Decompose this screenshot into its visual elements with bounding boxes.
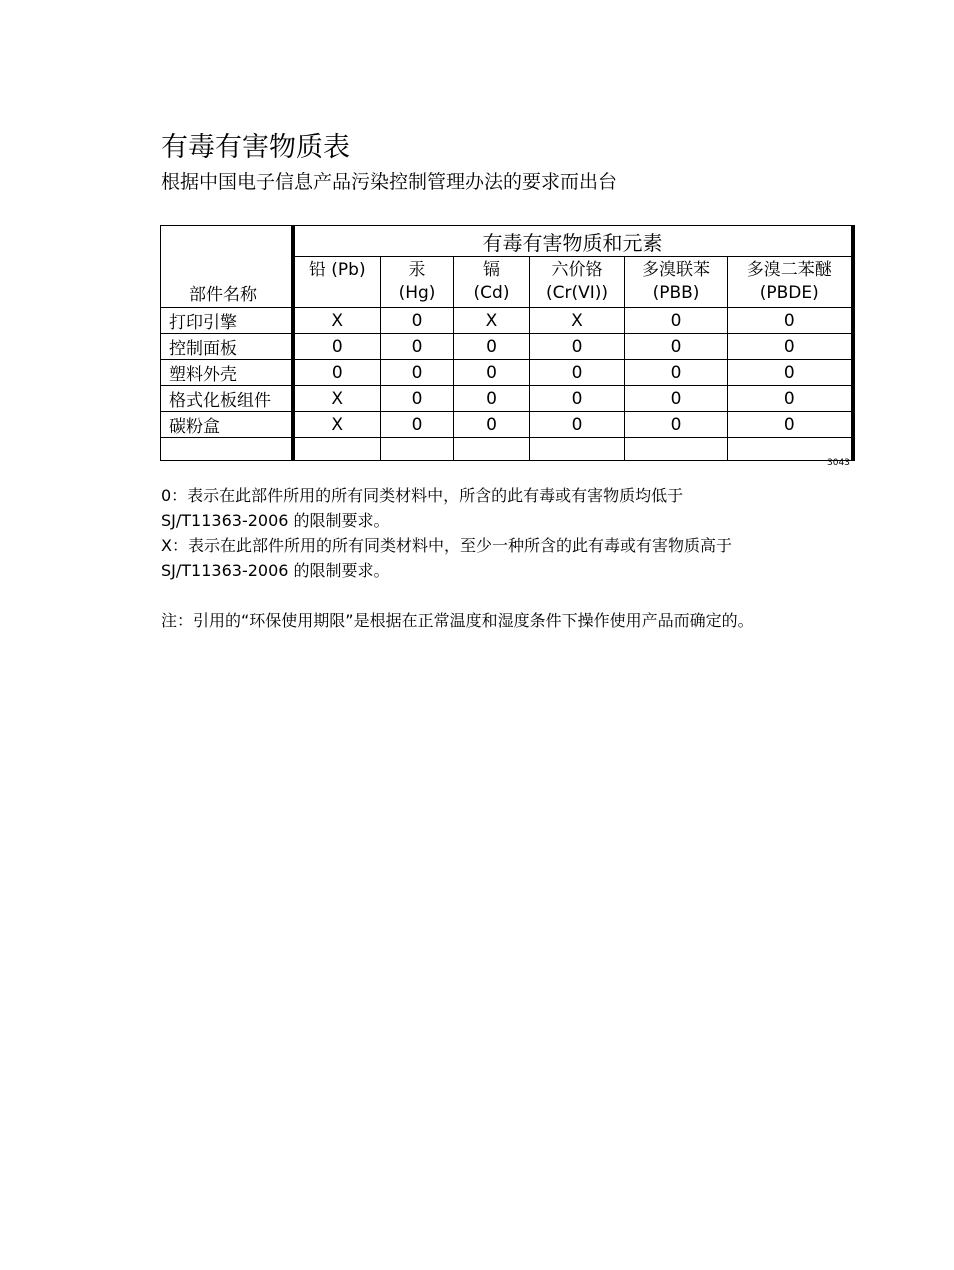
hazardous-substances-table bbox=[160, 225, 855, 461]
part-name-column-header: 部件名称 bbox=[161, 226, 293, 308]
value-cell: 0 bbox=[293, 334, 381, 360]
value-cell: 0 bbox=[728, 334, 853, 360]
value-cell: 0 bbox=[454, 386, 530, 412]
value-cell: 0 bbox=[293, 360, 381, 386]
element-header-line1: 六价铬 bbox=[551, 260, 603, 280]
value-cell: 0 bbox=[454, 412, 530, 438]
element-header-line2: (Hg) bbox=[398, 283, 436, 303]
value-cell: 0 bbox=[728, 386, 853, 412]
value-cell: 0 bbox=[625, 334, 728, 360]
x-note-line1: X：表示在此部件所用的所有同类材料中，至少一种所含的此有毒或有害物质高于 bbox=[161, 536, 732, 555]
element-header-line1: 汞 bbox=[408, 260, 426, 280]
value-cell: 0 bbox=[381, 308, 454, 334]
figure-number: 3043 bbox=[827, 458, 850, 468]
element-header-pbde bbox=[728, 257, 853, 308]
table-row bbox=[161, 386, 853, 412]
element-header-line1: 多溴联苯 bbox=[642, 260, 710, 280]
zero-note-line2: SJ/T11363-2006 的限制要求。 bbox=[161, 511, 390, 530]
value-cell: 0 bbox=[381, 412, 454, 438]
table-row-empty bbox=[161, 438, 853, 461]
value-cell: X bbox=[454, 308, 530, 334]
table-row bbox=[161, 360, 853, 386]
part-name-cell: 控制面板 bbox=[161, 334, 293, 360]
table-row bbox=[161, 412, 853, 438]
value-cell: 0 bbox=[625, 308, 728, 334]
empty-cell bbox=[454, 438, 530, 461]
element-header-line2: (PBB) bbox=[652, 283, 700, 303]
value-cell: 0 bbox=[728, 412, 853, 438]
footnote: 注：引用的“环保使用期限”是根据在正常温度和湿度条件下操作使用产品而确定的。 bbox=[161, 611, 754, 630]
element-header-line2: (Cd) bbox=[473, 283, 510, 303]
value-cell: X bbox=[530, 308, 625, 334]
element-header-line1: 铅 (Pb) bbox=[308, 260, 366, 280]
value-cell: 0 bbox=[728, 360, 853, 386]
value-cell: X bbox=[293, 386, 381, 412]
part-name-cell: 格式化板组件 bbox=[161, 386, 293, 412]
value-cell: 0 bbox=[454, 334, 530, 360]
element-header-pbb bbox=[625, 257, 728, 308]
element-header-cr6 bbox=[530, 257, 625, 308]
element-header-line2: (PBDE) bbox=[759, 283, 819, 303]
part-name-cell: 打印引擎 bbox=[161, 308, 293, 334]
empty-cell bbox=[530, 438, 625, 461]
empty-cell bbox=[381, 438, 454, 461]
element-header-line1: 镉 bbox=[483, 260, 500, 280]
value-cell: 0 bbox=[530, 386, 625, 412]
table-row bbox=[161, 308, 853, 334]
value-cell: 0 bbox=[381, 360, 454, 386]
substance-group-header: 有毒有害物质和元素 bbox=[293, 226, 853, 257]
value-cell: 0 bbox=[381, 386, 454, 412]
part-name-cell: 塑料外壳 bbox=[161, 360, 293, 386]
element-header-hg bbox=[381, 257, 454, 308]
table-row bbox=[161, 334, 853, 360]
value-cell: 0 bbox=[530, 360, 625, 386]
value-cell: X bbox=[293, 412, 381, 438]
x-note-line2: SJ/T11363-2006 的限制要求。 bbox=[161, 561, 390, 580]
note-spacer bbox=[161, 583, 861, 608]
legend-notes bbox=[161, 483, 861, 633]
value-cell: 0 bbox=[625, 412, 728, 438]
empty-cell bbox=[161, 438, 293, 461]
element-header-line1: 多溴二苯醚 bbox=[746, 260, 832, 280]
value-cell: 0 bbox=[454, 360, 530, 386]
value-cell: 0 bbox=[381, 334, 454, 360]
empty-cell bbox=[625, 438, 728, 461]
empty-cell bbox=[293, 438, 381, 461]
element-header-pb bbox=[293, 257, 381, 308]
element-header-cd bbox=[454, 257, 530, 308]
element-header-line2: (Cr(VI)) bbox=[545, 283, 609, 303]
value-cell: 0 bbox=[625, 360, 728, 386]
zero-note-line1: 0：表示在此部件所用的所有同类材料中，所含的此有毒或有害物质均低于 bbox=[161, 486, 684, 505]
page-subtitle: 根据中国电子信息产品污染控制管理办法的要求而出台 bbox=[161, 171, 618, 193]
value-cell: 0 bbox=[530, 334, 625, 360]
part-name-cell: 碳粉盒 bbox=[161, 412, 293, 438]
value-cell: 0 bbox=[530, 412, 625, 438]
value-cell: 0 bbox=[625, 386, 728, 412]
page-title: 有毒有害物质表 bbox=[161, 132, 350, 163]
value-cell: 0 bbox=[728, 308, 853, 334]
value-cell: X bbox=[293, 308, 381, 334]
